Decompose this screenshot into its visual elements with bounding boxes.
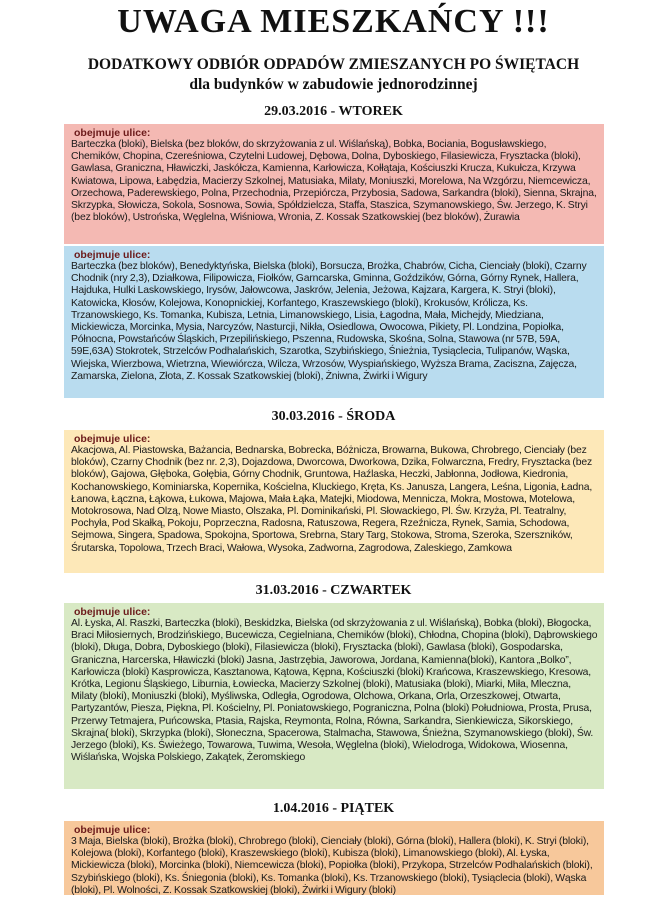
group-label: obejmuje ulice: xyxy=(74,824,151,836)
date-heading-friday: 1.04.2016 - PIĄTEK xyxy=(272,801,395,816)
date-heading-wednesday: 30.03.2016 - ŚRODA xyxy=(271,409,396,424)
street-group-tuesday-1 xyxy=(64,124,604,244)
page-title: UWAGA MIESZKAŃCY !!! xyxy=(117,3,550,40)
group-label: obejmuje ulice: xyxy=(74,606,151,618)
date-heading-tuesday: 29.03.2016 - WTOREK xyxy=(264,104,403,119)
page-subtitle: DODATKOWY ODBIÓR ODPADÓW ZMIESZANYCH PO ŚWIĘTACH xyxy=(87,56,580,73)
group-label: obejmuje ulice: xyxy=(74,249,151,261)
street-group-wednesday xyxy=(64,430,604,573)
group-label: obejmuje ulice: xyxy=(74,433,151,445)
street-list: 3 Maja, Bielska (bloki), Brożka (bloki), Chrobrego (bloki), Cienciały (bloki), Górna (bloki), Hallera (bloki), K. Stryi (bloki), Kolejowa (bloki), Korfantego (bloki), Kraszewskiego (bloki), Kubisza (bloki), Limanowskiego (bloki), Al. Łyska, Mickiewicza (bloki), Morcinka (bloki), Niemcewicza (bloki), Popiołka (bloki), Przykopa, Strzelców Podhalańskich (bloki), Szybińskiego (bloki), Ks. Śniegonia (bloki), Ks. Tomanka (bloki), Ks. Trzanowskiego (bloki), Tysiąclecia (bloki), Wąska (bloki), Pl. Wolności, Z. Kossak Szatkowskiej (bloki), Żwirki i Wigury (bloki) xyxy=(71,836,593,895)
street-list: Al. Łyska, Al. Raszki, Barteczka (bloki), Beskidzka, Bielska (od skrzyżowania z ul. Wiślańską), Bobka (bloki), Błogocka, Braci Miłosiernych, Brodzińskiego, Bucewicza, Cegielniana, Chemików (bloki), Chłodna, Chopina (bloki), Dąbrowskiego (bloki), Długa, Dobra, Dyboskiego (bloki), Filasiewicza (bloki), Frysztacka (bloki), Gawlasa (bloki), Gospodarska, Graniczna, Harcerska, Hławiczki (bloki) Jasna, Jastrzębia, Jaworowa, Jordana, Kamienna(bloki), Kantora „Bolko”, Karłowicza (bloki) Kasprowicza, Kasztanowa, Kątowa, Kępna, Kościuszki (bloki) Krańcowa, Kraszewskiego, Kresowa, Krótka, Legionu Śląskiego, Liburnia, Łowiecka, Macierzy Szkolnej (bloki), Matusiaka (bloki), Miarki, Miła, Mleczna, Milaty (bloki), Moniuszki (bloki), Myśliwska, Odległa, Ogrodowa, Olchowa, Orkana, Orla, Orzeszkowej, Otwarta, Partyzantów, Piesza, Piękna, Pl. Kościelny, Pl. Poniatowskiego, Pograniczna, Polna (bloki) Południowa, Prosta, Prusa, Przerwy Tetmajera, Puńcowska, Ptasia, Rajska, Reymonta, Rolna, Równa, Sarkandra, Sienkiewicza, Sikorskiego, Skrajna( bloki), Skrzypka (bloki), Słoneczna, Spacerowa, Stalmacha, Stawowa, Śnieżna, Szymanowskiego (bloki), Św. Jerzego (bloki), Ks. Świeżego, Towarowa, Tuwima, Wesoła, Węglelna (bloki), Wielodroga, Widokowa, Wiosenna, Wiślańska, Wojska Polskiego, Zakątek, Żeromskiego xyxy=(71,618,598,764)
street-list: Barteczka (bloki), Bielska (bez bloków, do skrzyżowania z ul. Wiślańską), Bobka, Bociania, Bogusławskiego, Chemików, Chopina, Czereśniowa, Czytelni Ludowej, Dębowa, Dolna, Dyboskiego, Filasiewicza, Frysztacka (bloki), Gawlasa, Graniczna, Hławiczki, Jaskółcza, Kamienna, Karłowicza, Kołłątaja, Kościuszki Krucza, Kukułcza, Krzywa Kwiatowa, Lipowa, Łabędzia, Macierzy Szkolnej, Matusiaka, Milaty, Moniuszki, Morelowa, Na Wzgórzu, Niemcewicza, Orzechowa, Paderewskiego, Polna, Przechodnia, Przepiórcza, Przybosia, Sadowa, Sarkandra (bloki), Sienna, Skrajna, Skrzypka, Słowicza, Sokola, Sosnowa, Sowia, Spółdzielcza, Staffa, Staszica, Szymanowskiego, Św. Jerzego, K. Stryi (bez bloków), Ustrońska, Węglelna, Wiśniowa, Wronia, Z. Kossak Szatkowskiej (bez bloków), Żurawia xyxy=(71,139,597,224)
street-list: Akacjowa, Al. Piastowska, Bażancia, Bednarska, Bobrecka, Bóżnicza, Browarna, Bukowa, Chrobrego, Cienciały (bez bloków), Czarny Chodnik (bez nr. 2,3), Dojazdowa, Dworcowa, Dworkowa, Dzika, Folwarczna, Fredry, Frysztacka (bez bloków), Gajowa, Głęboka, Gołębia, Górny Chodnik, Gruntowa, Haźlaska, Heczki, Jabłonna, Jodłowa, Kiedronia, Kochanowskiego, Kominiarska, Kopernika, Kościelna, Kluckiego, Kręta, Ks. Janusza, Langera, Leśna, Ligonia, Ładna, Łanowa, Łączna, Łąkowa, Łukowa, Majowa, Mała Łąka, Matejki, Miodowa, Mennicza, Mokra, Mostowa, Motelowa, Motokrosowa, Nad Olzą, Nowe Miasto, Olszaka, Pl. Dominikański, Pl. Słowackiego, Pl. Św. Krzyża, Pl. Teatralny, Pochyła, Pod Skałką, Pokoju, Poprzeczna, Radosna, Ratuszowa, Regera, Rzeźnicza, Rynek, Samia, Schodowa, Sejmowa, Singera, Spadowa, Spokojna, Sportowa, Srebrna, Stary Targ, Stokowa, Stroma, Szeroka, Szerszników, Śrutarska, Topolowa, Trzech Braci, Wałowa, Wysoka, Zadworna, Zagrodowa, Zaleskiego, Zamkowa xyxy=(71,445,593,554)
street-group-friday xyxy=(64,821,604,895)
date-heading-thursday: 31.03.2016 - CZWARTEK xyxy=(255,583,412,598)
street-list: Barteczka (bez bloków), Benedyktyńska, Bielska (bloki), Borsucza, Brożka, Chabrów, Cicha, Cienciały (bloki), Czarny Chodnik (nry 2,3), Działkowa, Filipowicza, Fiołków, Garncarska, Gminna, Goździków, Górna, Górny Rynek, Hallera, Hajduka, Hulki Laskowskiego, Irysów, Jałowcowa, Jaskrów, Jelenia, Jeżowa, Kajzara, Kargera, K. Stryi (bloki), Katowicka, Kłosów, Kolejowa, Konopnickiej, Korfantego, Kraszewskiego (bloki), Krokusów, Królicza, Ks. Trzanowskiego, Ks. Tomanka, Kubisza, Letnia, Limanowskiego, Lisia, Łagodna, Mała, Michejdy, Miedziana, Mickiewicza, Morcinka, Mysia, Narcyzów, Nasturcji, Nikła, Osiedlowa, Owocowa, Pikiety, Pl. Londzina, Popiołka, Północna, Powstańców Śląskich, Przepilińskiego, Pszenna, Rudowska, Skośna, Solna, Stawowa (nr 57B, 59A, 59E,63A) Stokrotek, Strzelców Podhalańskich, Szarotka, Szybińskiego, Śnieżnia, Tysiąclecia, Tulipanów, Wąska, Wiejska, Wierzbowa, Wietrzna, Wiewiórcza, Wilcza, Wrzosów, Wyspiańskiego, Wyższa Brama, Zaciszna, Zajęcza, Zamarska, Zielona, Złota, Z. Kossak Szatkowskiej (bloki), Żniwna, Żwirki i Wigury xyxy=(71,261,587,382)
street-group-thursday xyxy=(64,603,604,789)
street-group-tuesday-2 xyxy=(64,246,604,398)
group-label: obejmuje ulice: xyxy=(74,127,151,139)
page-subtitle-secondary: dla budynków w zabudowie jednorodzinnej xyxy=(189,76,478,93)
